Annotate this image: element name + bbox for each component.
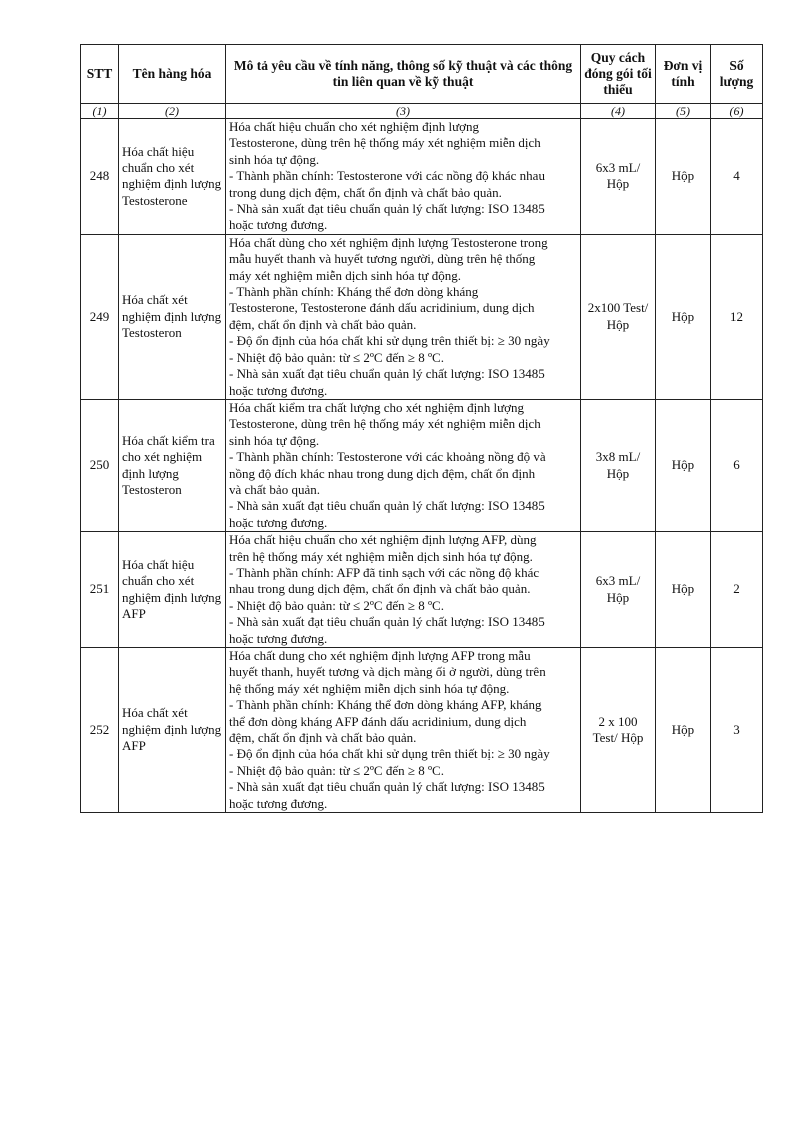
description-line: - Độ ổn định của hóa chất khi sử dụng trên thiết bị: ≥ 30 ngày	[229, 333, 550, 349]
description-line: đệm, chất ổn định và chất bảo quản.	[229, 316, 417, 332]
row-description	[226, 119, 581, 235]
row-unit: Hộp	[656, 119, 711, 235]
row-name: Hóa chất hiệu chuẩn cho xét nghiệm định lượng Testosterone	[119, 119, 226, 235]
packaging-line: 2x100 Test/	[587, 300, 649, 316]
description-line: - Thành phần chính: Kháng thể đơn dòng kháng AFP, kháng	[229, 697, 542, 713]
row-unit: Hộp	[656, 234, 711, 399]
row-description	[226, 532, 581, 648]
row-quantity: 2	[711, 532, 763, 648]
description-line: - Thành phần chính: Testosterone với các nồng độ khác nhau	[229, 168, 545, 184]
row-stt: 251	[81, 532, 119, 648]
row-packaging	[581, 119, 656, 235]
description-line: nhau trong dung dịch đệm, chất ổn định và chất bảo quản.	[229, 581, 531, 597]
row-unit: Hộp	[656, 648, 711, 813]
row-name: Hóa chất xét nghiệm định lượng AFP	[119, 648, 226, 813]
row-stt: 248	[81, 119, 119, 235]
description-line: - Thành phần chính: Kháng thể đơn dòng kháng	[229, 284, 479, 300]
packaging-line: 6x3 mL/	[595, 160, 641, 176]
packaging-line: Test/ Hộp	[592, 730, 644, 746]
header-unit: Đơn vị tính	[656, 45, 711, 104]
description-line: sinh hóa tự động.	[229, 151, 320, 167]
row-packaging	[581, 532, 656, 648]
table-row	[81, 399, 763, 531]
row-unit: Hộp	[656, 399, 711, 531]
description-line: Hóa chất kiểm tra chất lượng cho xét nghiệm định lượng	[229, 399, 524, 415]
column-number: (5)	[656, 104, 711, 119]
description-line: và chất bảo quản.	[229, 481, 320, 497]
description-line: hoặc tương đương.	[229, 630, 328, 646]
description-line: Hóa chất hiệu chuẩn cho xét nghiệm định lượng AFP, dùng	[229, 532, 537, 548]
description-line: Testosterone, dùng trên hệ thống máy xét nghiệm miễn dịch	[229, 416, 541, 432]
row-description	[226, 234, 581, 399]
description-line: hoặc tương đương.	[229, 382, 328, 398]
table-row	[81, 648, 763, 813]
table-row	[81, 532, 763, 648]
row-unit: Hộp	[656, 532, 711, 648]
description-line: - Nhà sản xuất đạt tiêu chuẩn quản lý chất lượng: ISO 13485	[229, 201, 545, 217]
description-line: nồng độ đích khác nhau trong dung dịch đệm, chất ổn định	[229, 465, 536, 481]
row-quantity: 4	[711, 119, 763, 235]
description-line: thể đơn dòng kháng AFP đánh dấu acridinium, dung dịch	[229, 713, 527, 729]
description-line: sinh hóa tự động.	[229, 432, 320, 448]
header-description: Mô tả yêu cầu về tính năng, thông số kỹ thuật và các thông tin liên quan về kỹ thuật	[226, 45, 581, 104]
header-name: Tên hàng hóa	[119, 45, 226, 104]
header-stt: STT	[81, 45, 119, 104]
description-line: - Nhà sản xuất đạt tiêu chuẩn quản lý chất lượng: ISO 13485	[229, 366, 545, 382]
row-description	[226, 648, 581, 813]
header-row	[81, 45, 763, 104]
column-number: (4)	[581, 104, 656, 119]
row-name: Hóa chất kiểm tra cho xét nghiệm định lượng Testosteron	[119, 399, 226, 531]
column-number: (6)	[711, 104, 763, 119]
row-packaging	[581, 234, 656, 399]
row-description	[226, 399, 581, 531]
header-quantity: Số lượng	[711, 45, 763, 104]
row-stt: 250	[81, 399, 119, 531]
description-line: trong dung dịch đệm, chất ổn định và chất bảo quản.	[229, 184, 502, 200]
header-packaging: Quy cách đóng gói tối thiểu	[581, 45, 656, 104]
row-quantity: 3	[711, 648, 763, 813]
description-line: - Nhiệt độ bảo quản: từ ≤ 2ºC đến ≥ 8 ºC.	[229, 349, 444, 365]
description-line: - Thành phần chính: AFP đã tinh sạch với các nồng độ khác	[229, 564, 540, 580]
row-stt: 249	[81, 234, 119, 399]
column-number: (3)	[226, 104, 581, 119]
description-line: Testosterone, dùng trên hệ thống máy xét nghiệm miễn dịch	[229, 135, 541, 151]
row-name: Hóa chất hiệu chuẩn cho xét nghiệm định lượng AFP	[119, 532, 226, 648]
row-stt: 252	[81, 648, 119, 813]
packaging-line: Hộp	[606, 176, 630, 192]
row-name: Hóa chất xét nghiệm định lượng Testosteron	[119, 234, 226, 399]
description-line: Hóa chất dung cho xét nghiệm định lượng AFP trong mẫu	[229, 648, 531, 663]
packaging-line: Hộp	[606, 589, 630, 605]
description-line: - Độ ổn định của hóa chất khi sử dụng trên thiết bị: ≥ 30 ngày	[229, 746, 550, 762]
description-line: huyết thanh, huyết tương và dịch màng ối ở người, dùng trên	[229, 664, 546, 680]
description-line: hoặc tương đương.	[229, 795, 328, 811]
packaging-line: Hộp	[606, 316, 630, 332]
table-row	[81, 119, 763, 235]
row-quantity: 6	[711, 399, 763, 531]
description-line: trên hệ thống máy xét nghiệm miễn dịch sinh hóa tự động.	[229, 548, 533, 564]
description-line: hoặc tương đương.	[229, 217, 328, 233]
column-number: (1)	[81, 104, 119, 119]
packaging-line: 2 x 100	[598, 713, 638, 729]
row-quantity: 12	[711, 234, 763, 399]
description-line: - Thành phần chính: Testosterone với các khoảng nồng độ và	[229, 449, 546, 465]
description-line: - Nhiệt độ bảo quản: từ ≤ 2ºC đến ≥ 8 ºC.	[229, 762, 444, 778]
description-line: hoặc tương đương.	[229, 514, 328, 530]
column-number-row	[81, 104, 763, 119]
description-line: Hóa chất hiệu chuẩn cho xét nghiệm định lượng	[229, 119, 480, 134]
description-line: - Nhà sản xuất đạt tiêu chuẩn quản lý chất lượng: ISO 13485	[229, 614, 545, 630]
description-line: Hóa chất dùng cho xét nghiệm định lượng Testosterone trong	[229, 234, 548, 250]
packaging-line: 6x3 mL/	[595, 573, 641, 589]
description-line: - Nhiệt độ bảo quản: từ ≤ 2ºC đến ≥ 8 ºC.	[229, 597, 444, 613]
description-line: mẫu huyết thanh và huyết tương người, dùng trên hệ thống	[229, 251, 536, 267]
description-line: - Nhà sản xuất đạt tiêu chuẩn quản lý chất lượng: ISO 13485	[229, 779, 545, 795]
specification-table	[80, 44, 763, 813]
column-number: (2)	[119, 104, 226, 119]
description-line: hệ thống máy xét nghiệm miễn dịch sinh hóa tự động.	[229, 680, 510, 696]
packaging-line: Hộp	[606, 465, 630, 481]
row-packaging	[581, 648, 656, 813]
description-line: đệm, chất ổn định và chất bảo quản.	[229, 730, 417, 746]
description-line: máy xét nghiệm miễn dịch sinh hóa tự động.	[229, 267, 461, 283]
table-row	[81, 234, 763, 399]
description-line: - Nhà sản xuất đạt tiêu chuẩn quản lý chất lượng: ISO 13485	[229, 498, 545, 514]
packaging-line: 3x8 mL/	[595, 449, 641, 465]
description-line: Testosterone, Testosterone đánh dấu acridinium, dung dịch	[229, 300, 535, 316]
row-packaging	[581, 399, 656, 531]
